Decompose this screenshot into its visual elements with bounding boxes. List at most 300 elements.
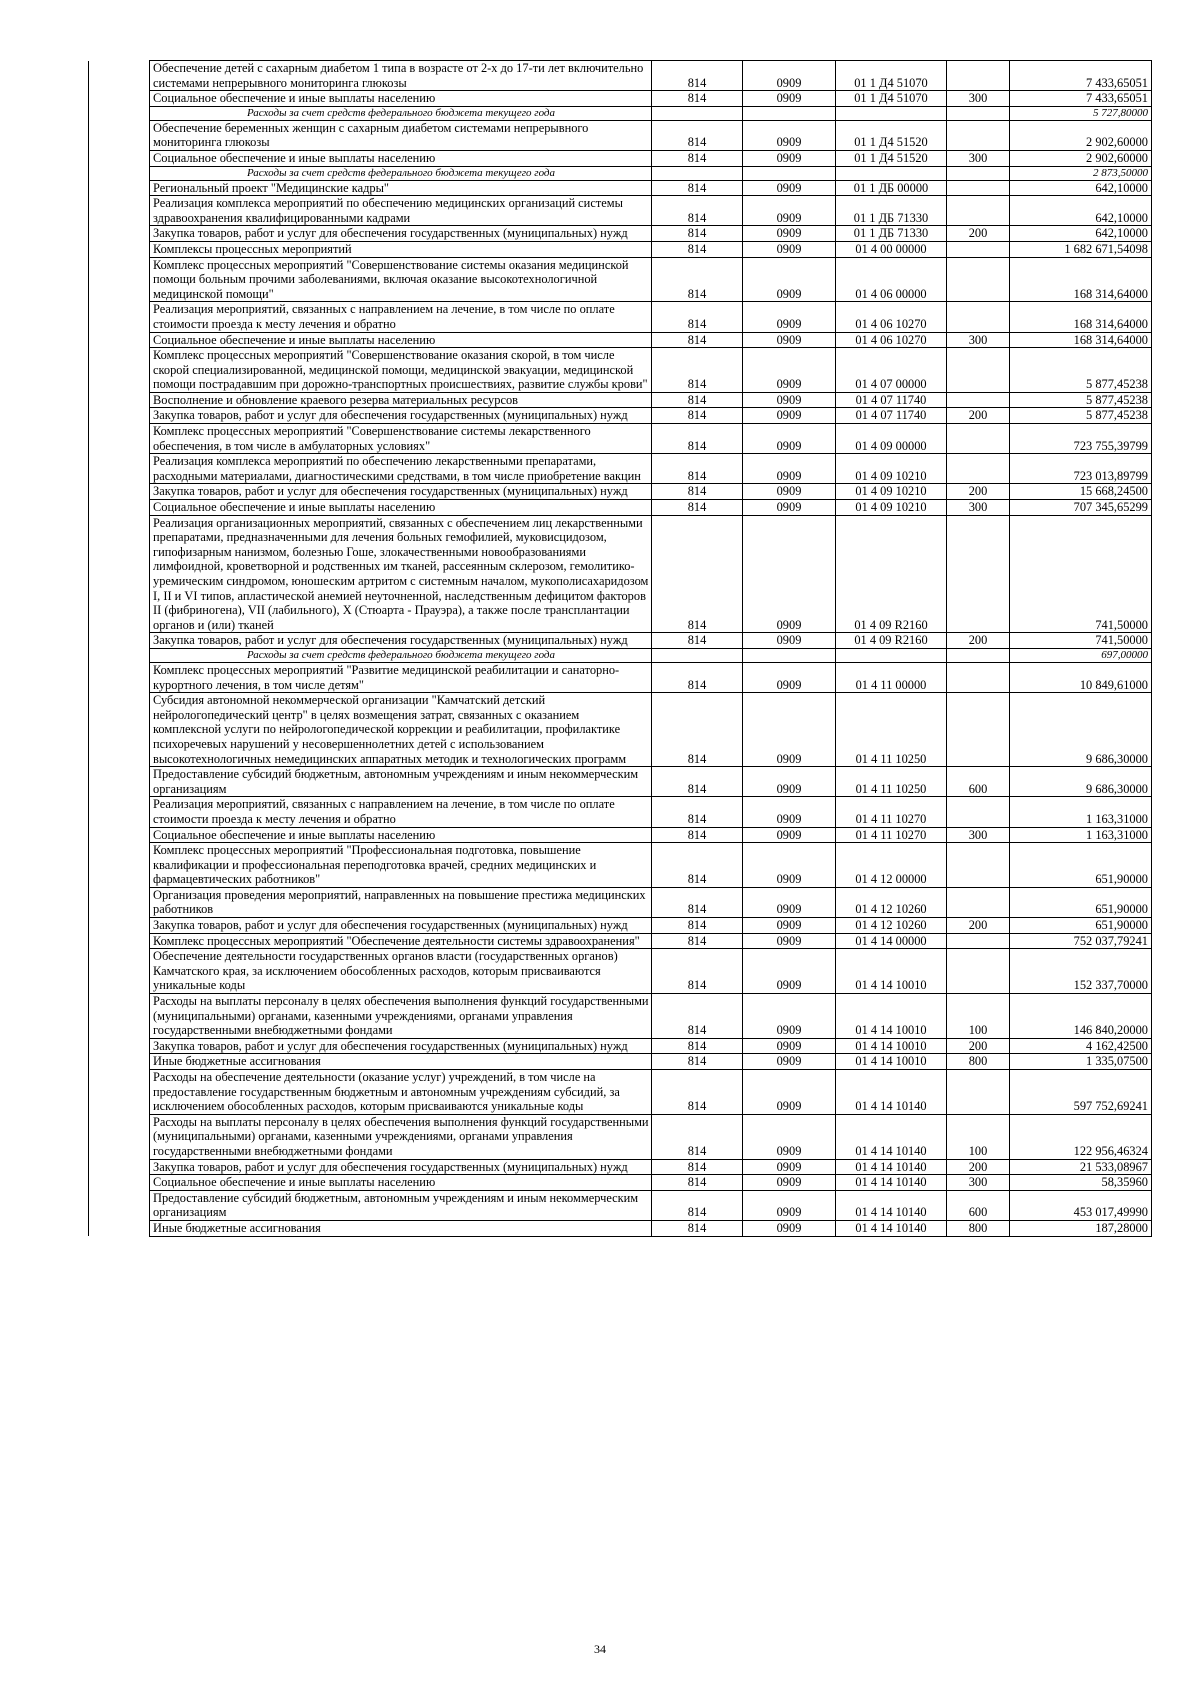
row-amount: 168 314,64000 (1010, 332, 1152, 348)
row-target-article: 01 4 12 00000 (836, 843, 947, 888)
row-target-article: 01 4 12 10260 (836, 887, 947, 917)
table-row (89, 61, 1152, 91)
row-amount: 122 956,46324 (1010, 1114, 1152, 1159)
row-name: Комплекс процессных мероприятий "Совершенствование системы оказания медицинской помощи больным прочими заболеваниями, включая оказание высокотехнологичной медицинской помощи" (150, 257, 652, 302)
row-target-article: 01 4 07 11740 (836, 408, 947, 424)
indent-cell (89, 515, 150, 633)
row-section-code: 0909 (743, 302, 836, 332)
row-target-article: 01 4 09 R2160 (836, 515, 947, 633)
row-name: Расходы на выплаты персоналу в целях обеспечения выполнения функций государственными (муниципальными) органами, казенными учреждениями, органами управления государственными внебюджетными фондами (150, 1114, 652, 1159)
row-target-article: 01 4 07 11740 (836, 392, 947, 408)
row-section-code: 0909 (743, 1159, 836, 1175)
row-expense-type: 300 (947, 91, 1010, 107)
row-name: Реализация мероприятий, связанных с направлением на лечение, в том числе по оплате стоимости проезда к месту лечения и обратно (150, 797, 652, 827)
row-ministry-code: 814 (652, 226, 743, 242)
row-section-code: 0909 (743, 392, 836, 408)
row-amount: 723 755,39799 (1010, 424, 1152, 454)
indent-cell (89, 454, 150, 484)
row-name: Расходы на обеспечение деятельности (оказание услуг) учреждений, в том числе на предоставление государственным бюджетным и автономным учреждениям субсидий, за исключением обособленных расходов, которым присваиваются уникальные коды (150, 1070, 652, 1115)
row-expense-type: 200 (947, 1038, 1010, 1054)
row-amount: 10 849,61000 (1010, 662, 1152, 692)
row-target-article: 01 4 14 00000 (836, 933, 947, 949)
row-name: Обеспечение беременных женщин с сахарным диабетом системами непрерывного мониторинга глюкозы (150, 120, 652, 150)
indent-cell (89, 348, 150, 393)
row-ministry-code: 814 (652, 1114, 743, 1159)
indent-cell (89, 843, 150, 888)
row-expense-type (947, 454, 1010, 484)
row-target-article: 01 1 Д4 51070 (836, 61, 947, 91)
table-row (89, 348, 1152, 393)
indent-cell (89, 500, 150, 516)
row-target-article: 01 4 14 10140 (836, 1159, 947, 1175)
row-target-article: 01 4 14 10010 (836, 949, 947, 994)
row-ministry-code: 814 (652, 180, 743, 196)
indent-cell (89, 302, 150, 332)
table-row (89, 332, 1152, 348)
indent-cell (89, 61, 150, 91)
row-expense-type: 600 (947, 1190, 1010, 1220)
row-ministry-code: 814 (652, 949, 743, 994)
row-expense-type (947, 120, 1010, 150)
row-ministry-code: 814 (652, 827, 743, 843)
row-expense-type: 300 (947, 1175, 1010, 1191)
table-row (89, 180, 1152, 196)
row-ministry-code: 814 (652, 843, 743, 888)
row-name: Обеспечение детей с сахарным диабетом 1 типа в возрасте от 2-х до 17-ти лет включительно системами непрерывного мониторинга глюкозы (150, 61, 652, 91)
row-section-code: 0909 (743, 196, 836, 226)
row-section-code: 0909 (743, 91, 836, 107)
row-expense-type (947, 797, 1010, 827)
row-section-code: 0909 (743, 949, 836, 994)
row-expense-type: 800 (947, 1054, 1010, 1070)
row-amount: 2 902,60000 (1010, 150, 1152, 166)
row-target-article: 01 1 ДБ 00000 (836, 180, 947, 196)
row-target-article (836, 106, 947, 120)
indent-cell (89, 933, 150, 949)
row-amount: 5 877,45238 (1010, 348, 1152, 393)
row-section-code: 0909 (743, 1175, 836, 1191)
row-section-code: 0909 (743, 1190, 836, 1220)
row-amount: 707 345,65299 (1010, 500, 1152, 516)
row-section-code: 0909 (743, 180, 836, 196)
row-ministry-code: 814 (652, 1070, 743, 1115)
indent-cell (89, 1070, 150, 1115)
row-ministry-code: 814 (652, 424, 743, 454)
row-amount: 741,50000 (1010, 515, 1152, 633)
row-name: Социальное обеспечение и иные выплаты населению (150, 150, 652, 166)
row-expense-type: 300 (947, 150, 1010, 166)
row-target-article: 01 1 ДБ 71330 (836, 196, 947, 226)
row-expense-type (947, 166, 1010, 180)
row-target-article: 01 4 09 10210 (836, 500, 947, 516)
budget-table (88, 60, 1152, 1237)
indent-cell (89, 392, 150, 408)
row-ministry-code: 814 (652, 1054, 743, 1070)
table-row (89, 843, 1152, 888)
row-amount: 651,90000 (1010, 843, 1152, 888)
row-amount: 651,90000 (1010, 887, 1152, 917)
row-target-article: 01 4 14 10010 (836, 994, 947, 1039)
table-row (89, 662, 1152, 692)
row-name: Предоставление субсидий бюджетным, автономным учреждениям и иным некоммерческим организациям (150, 767, 652, 797)
indent-cell (89, 424, 150, 454)
row-expense-type: 100 (947, 1114, 1010, 1159)
row-ministry-code: 814 (652, 408, 743, 424)
row-section-code: 0909 (743, 767, 836, 797)
row-section-code: 0909 (743, 454, 836, 484)
table-row (89, 257, 1152, 302)
row-amount: 168 314,64000 (1010, 302, 1152, 332)
subtotal-row (89, 166, 1152, 180)
indent-cell (89, 150, 150, 166)
indent-cell (89, 120, 150, 150)
row-section-code: 0909 (743, 515, 836, 633)
row-target-article: 01 4 14 10140 (836, 1070, 947, 1115)
indent-cell (89, 918, 150, 934)
table-row (89, 241, 1152, 257)
row-name: Восполнение и обновление краевого резерва материальных ресурсов (150, 392, 652, 408)
row-section-code: 0909 (743, 61, 836, 91)
row-expense-type (947, 348, 1010, 393)
row-section-code: 0909 (743, 933, 836, 949)
row-amount: 651,90000 (1010, 918, 1152, 934)
table-row (89, 887, 1152, 917)
table-row (89, 500, 1152, 516)
row-expense-type (947, 515, 1010, 633)
row-target-article: 01 4 12 10260 (836, 918, 947, 934)
row-section-code: 0909 (743, 994, 836, 1039)
row-target-article: 01 4 11 00000 (836, 662, 947, 692)
row-expense-type (947, 180, 1010, 196)
indent-cell (89, 693, 150, 767)
row-section-code: 0909 (743, 1038, 836, 1054)
row-section-code: 0909 (743, 1114, 836, 1159)
row-expense-type: 800 (947, 1220, 1010, 1236)
row-section-code: 0909 (743, 662, 836, 692)
indent-cell (89, 332, 150, 348)
row-expense-type (947, 392, 1010, 408)
row-target-article: 01 4 14 10010 (836, 1054, 947, 1070)
row-expense-type (947, 106, 1010, 120)
row-target-article: 01 4 09 10210 (836, 484, 947, 500)
row-expense-type (947, 196, 1010, 226)
row-section-code: 0909 (743, 918, 836, 934)
row-amount: 15 668,24500 (1010, 484, 1152, 500)
indent-cell (89, 767, 150, 797)
row-section-code: 0909 (743, 226, 836, 242)
row-expense-type: 200 (947, 408, 1010, 424)
row-ministry-code: 814 (652, 257, 743, 302)
row-ministry-code: 814 (652, 1175, 743, 1191)
indent-cell (89, 408, 150, 424)
indent-cell (89, 887, 150, 917)
indent-cell (89, 1175, 150, 1191)
row-ministry-code: 814 (652, 61, 743, 91)
row-ministry-code (652, 106, 743, 120)
row-expense-type: 200 (947, 484, 1010, 500)
row-ministry-code: 814 (652, 484, 743, 500)
row-expense-type: 600 (947, 767, 1010, 797)
row-amount: 1 335,07500 (1010, 1054, 1152, 1070)
row-amount: 187,28000 (1010, 1220, 1152, 1236)
row-expense-type (947, 257, 1010, 302)
row-expense-type: 200 (947, 918, 1010, 934)
row-target-article: 01 4 11 10270 (836, 797, 947, 827)
row-expense-type: 200 (947, 633, 1010, 649)
row-name: Предоставление субсидий бюджетным, автономным учреждениям и иным некоммерческим организациям (150, 1190, 652, 1220)
indent-cell (89, 994, 150, 1039)
indent-cell (89, 1114, 150, 1159)
row-name: Социальное обеспечение и иные выплаты населению (150, 332, 652, 348)
row-name: Социальное обеспечение и иные выплаты населению (150, 500, 652, 516)
indent-cell (89, 106, 150, 120)
row-name: Обеспечение деятельности государственных органов власти (государственных органов) Камчатского края, за исключением обособленных расходов, которым присваиваются уникальные коды (150, 949, 652, 994)
row-ministry-code: 814 (652, 767, 743, 797)
row-amount: 7 433,65051 (1010, 61, 1152, 91)
row-expense-type: 300 (947, 500, 1010, 516)
table-row (89, 1220, 1152, 1236)
row-target-article: 01 4 06 10270 (836, 302, 947, 332)
row-ministry-code: 814 (652, 797, 743, 827)
row-amount: 453 017,49990 (1010, 1190, 1152, 1220)
table-row (89, 1114, 1152, 1159)
row-target-article: 01 4 11 10250 (836, 767, 947, 797)
subtotal-row (89, 648, 1152, 662)
row-section-code: 0909 (743, 887, 836, 917)
row-ministry-code: 814 (652, 348, 743, 393)
row-ministry-code: 814 (652, 918, 743, 934)
row-name: Реализация комплекса мероприятий по обеспечению медицинских организаций системы здравоохранения квалифицированными кадрами (150, 196, 652, 226)
row-target-article: 01 1 ДБ 71330 (836, 226, 947, 242)
row-amount: 21 533,08967 (1010, 1159, 1152, 1175)
table-row (89, 91, 1152, 107)
row-amount: 152 337,70000 (1010, 949, 1152, 994)
row-name: Субсидия автономной некоммерческой организации "Камчатский детский нейрологопедический центр" в целях возмещения затрат, связанных с оказанием комплексной услуги по нейрологопедической коррекции и реабилитации, профилактике психоречевых нарушений у несовершеннолетних детей с использованием высокотехнологичных немедицинских аппаратных методик и технологических программ (150, 693, 652, 767)
row-section-code: 0909 (743, 693, 836, 767)
table-row (89, 1070, 1152, 1115)
row-name: Закупка товаров, работ и услуг для обеспечения государственных (муниципальных) нужд (150, 918, 652, 934)
row-name: Комплекс процессных мероприятий "Профессиональная подготовка, повышение квалификации и профессиональная переподготовка врачей, средних медицинских и фармацевтических работников" (150, 843, 652, 888)
table-row (89, 150, 1152, 166)
row-target-article: 01 4 14 10140 (836, 1175, 947, 1191)
row-section-code: 0909 (743, 797, 836, 827)
row-target-article: 01 4 14 10140 (836, 1114, 947, 1159)
row-section-code: 0909 (743, 500, 836, 516)
row-target-article (836, 648, 947, 662)
row-target-article: 01 1 Д4 51520 (836, 150, 947, 166)
row-expense-type (947, 424, 1010, 454)
row-name: Комплексы процессных мероприятий (150, 241, 652, 257)
row-ministry-code: 814 (652, 887, 743, 917)
row-section-code: 0909 (743, 257, 836, 302)
row-name: Социальное обеспечение и иные выплаты населению (150, 827, 652, 843)
row-target-article: 01 4 14 10140 (836, 1190, 947, 1220)
row-amount: 597 752,69241 (1010, 1070, 1152, 1115)
table-row (89, 933, 1152, 949)
table-row (89, 767, 1152, 797)
indent-cell (89, 662, 150, 692)
row-name: Закупка товаров, работ и услуг для обеспечения государственных (муниципальных) нужд (150, 1159, 652, 1175)
budget-table-body (89, 61, 1152, 1237)
row-ministry-code: 814 (652, 633, 743, 649)
indent-cell (89, 949, 150, 994)
row-expense-type (947, 949, 1010, 994)
row-target-article: 01 1 Д4 51520 (836, 120, 947, 150)
table-row (89, 196, 1152, 226)
row-name: Иные бюджетные ассигнования (150, 1220, 652, 1236)
indent-cell (89, 241, 150, 257)
indent-cell (89, 91, 150, 107)
table-row (89, 633, 1152, 649)
row-name: Комплекс процессных мероприятий "Развитие медицинской реабилитации и санаторно-курортного лечения, в том числе детям" (150, 662, 652, 692)
indent-cell (89, 257, 150, 302)
row-name: Закупка товаров, работ и услуг для обеспечения государственных (муниципальных) нужд (150, 633, 652, 649)
table-row (89, 120, 1152, 150)
indent-cell (89, 484, 150, 500)
row-target-article: 01 4 00 00000 (836, 241, 947, 257)
row-expense-type (947, 693, 1010, 767)
table-row (89, 454, 1152, 484)
indent-cell (89, 1054, 150, 1070)
row-name: Расходы на выплаты персоналу в целях обеспечения выполнения функций государственными (муниципальными) органами, казенными учреждениями, органами управления государственными внебюджетными фондами (150, 994, 652, 1039)
row-name: Расходы за счет средств федерального бюджета текущего года (150, 166, 652, 180)
table-row (89, 827, 1152, 843)
row-ministry-code: 814 (652, 933, 743, 949)
row-target-article: 01 4 09 10210 (836, 454, 947, 484)
row-name: Социальное обеспечение и иные выплаты населению (150, 1175, 652, 1191)
row-amount: 9 686,30000 (1010, 767, 1152, 797)
row-expense-type (947, 887, 1010, 917)
table-row (89, 1054, 1152, 1070)
row-section-code (743, 166, 836, 180)
row-ministry-code: 814 (652, 994, 743, 1039)
row-section-code: 0909 (743, 424, 836, 454)
indent-cell (89, 1159, 150, 1175)
table-row (89, 226, 1152, 242)
row-name: Закупка товаров, работ и услуг для обеспечения государственных (муниципальных) нужд (150, 484, 652, 500)
table-row (89, 408, 1152, 424)
row-ministry-code: 814 (652, 196, 743, 226)
row-amount: 723 013,89799 (1010, 454, 1152, 484)
row-name: Закупка товаров, работ и услуг для обеспечения государственных (муниципальных) нужд (150, 226, 652, 242)
row-expense-type (947, 648, 1010, 662)
row-amount: 7 433,65051 (1010, 91, 1152, 107)
row-ministry-code: 814 (652, 332, 743, 348)
row-expense-type (947, 61, 1010, 91)
indent-cell (89, 633, 150, 649)
table-row (89, 949, 1152, 994)
row-amount: 2 873,50000 (1010, 166, 1152, 180)
row-expense-type: 200 (947, 226, 1010, 242)
row-ministry-code: 814 (652, 150, 743, 166)
subtotal-row (89, 106, 1152, 120)
row-name: Реализация мероприятий, связанных с направлением на лечение, в том числе по оплате стоимости проезда к месту лечения и обратно (150, 302, 652, 332)
table-row (89, 1175, 1152, 1191)
row-name: Закупка товаров, работ и услуг для обеспечения государственных (муниципальных) нужд (150, 1038, 652, 1054)
row-section-code: 0909 (743, 633, 836, 649)
row-name: Закупка товаров, работ и услуг для обеспечения государственных (муниципальных) нужд (150, 408, 652, 424)
row-amount: 58,35960 (1010, 1175, 1152, 1191)
row-amount: 5 727,80000 (1010, 106, 1152, 120)
row-section-code: 0909 (743, 120, 836, 150)
table-row (89, 484, 1152, 500)
row-expense-type: 300 (947, 827, 1010, 843)
row-ministry-code: 814 (652, 1038, 743, 1054)
row-ministry-code: 814 (652, 515, 743, 633)
table-row (89, 994, 1152, 1039)
row-ministry-code: 814 (652, 392, 743, 408)
row-name: Социальное обеспечение и иные выплаты населению (150, 91, 652, 107)
row-expense-type (947, 1070, 1010, 1115)
row-name: Организация проведения мероприятий, направленных на повышение престижа медицинских работников (150, 887, 652, 917)
row-amount: 168 314,64000 (1010, 257, 1152, 302)
row-amount: 642,10000 (1010, 226, 1152, 242)
row-section-code: 0909 (743, 827, 836, 843)
row-expense-type (947, 241, 1010, 257)
row-ministry-code: 814 (652, 1159, 743, 1175)
row-ministry-code: 814 (652, 120, 743, 150)
row-target-article: 01 4 14 10140 (836, 1220, 947, 1236)
row-name: Иные бюджетные ассигнования (150, 1054, 652, 1070)
page-number: 34 (594, 1642, 606, 1656)
row-name: Расходы за счет средств федерального бюджета текущего года (150, 106, 652, 120)
indent-cell (89, 196, 150, 226)
row-expense-type: 100 (947, 994, 1010, 1039)
table-row (89, 1190, 1152, 1220)
row-amount: 642,10000 (1010, 196, 1152, 226)
row-amount: 642,10000 (1010, 180, 1152, 196)
table-row (89, 302, 1152, 332)
row-name: Комплекс процессных мероприятий "Совершенствование оказания скорой, в том числе скорой специализированной, медицинской помощи, медицинской эвакуации, медицинской помощи пострадавшим при дорожно-транспортных происшествиях, развитие службы крови" (150, 348, 652, 393)
row-name: Расходы за счет средств федерального бюджета текущего года (150, 648, 652, 662)
row-target-article (836, 166, 947, 180)
row-amount: 2 902,60000 (1010, 120, 1152, 150)
row-expense-type (947, 933, 1010, 949)
row-amount: 5 877,45238 (1010, 408, 1152, 424)
row-name: Региональный проект "Медицинские кадры" (150, 180, 652, 196)
indent-cell (89, 797, 150, 827)
indent-cell (89, 180, 150, 196)
row-expense-type: 200 (947, 1159, 1010, 1175)
table-row (89, 392, 1152, 408)
row-amount: 697,00000 (1010, 648, 1152, 662)
row-section-code: 0909 (743, 241, 836, 257)
row-ministry-code: 814 (652, 500, 743, 516)
row-amount: 146 840,20000 (1010, 994, 1152, 1039)
row-target-article: 01 4 07 00000 (836, 348, 947, 393)
row-target-article: 01 4 09 00000 (836, 424, 947, 454)
row-expense-type: 300 (947, 332, 1010, 348)
row-section-code: 0909 (743, 1220, 836, 1236)
table-row (89, 424, 1152, 454)
table-row (89, 1038, 1152, 1054)
row-amount: 4 162,42500 (1010, 1038, 1152, 1054)
table-row (89, 1159, 1152, 1175)
row-section-code (743, 106, 836, 120)
indent-cell (89, 226, 150, 242)
row-section-code: 0909 (743, 332, 836, 348)
row-amount: 9 686,30000 (1010, 693, 1152, 767)
row-ministry-code: 814 (652, 1190, 743, 1220)
row-section-code: 0909 (743, 150, 836, 166)
indent-cell (89, 1220, 150, 1236)
row-amount: 5 877,45238 (1010, 392, 1152, 408)
row-name: Комплекс процессных мероприятий "Совершенствование системы лекарственного обеспечения, в том числе в амбулаторных условиях" (150, 424, 652, 454)
row-amount: 1 682 671,54098 (1010, 241, 1152, 257)
row-target-article: 01 1 Д4 51070 (836, 91, 947, 107)
table-row (89, 693, 1152, 767)
row-target-article: 01 4 14 10010 (836, 1038, 947, 1054)
